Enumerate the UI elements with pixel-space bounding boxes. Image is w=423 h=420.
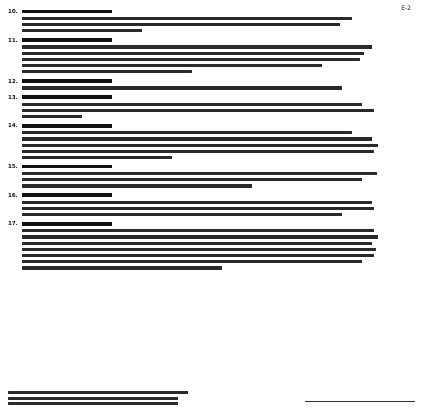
section (8, 193, 415, 219)
footer (8, 390, 415, 407)
text-line (22, 102, 415, 108)
section-title-placeholder (22, 38, 112, 45)
text-line (22, 114, 415, 120)
section-heading (8, 79, 415, 86)
text-line (22, 143, 415, 149)
section-body (22, 228, 415, 271)
section-body (22, 86, 415, 92)
text-line (22, 28, 415, 34)
section-number: 10. (8, 9, 18, 15)
text-line (22, 177, 415, 183)
section-heading (8, 95, 415, 102)
signature-row (289, 396, 415, 402)
section-body (22, 171, 415, 190)
section-number: 17. (8, 221, 18, 228)
section (8, 164, 415, 190)
section-body (22, 45, 415, 76)
text-line (22, 69, 415, 75)
footer-signature-block (225, 390, 415, 407)
footer-note (8, 390, 188, 407)
section-heading (8, 221, 415, 228)
section-number: 13. (8, 94, 18, 101)
section-title-placeholder (22, 79, 112, 86)
section-title-placeholder (22, 221, 112, 228)
section-title-placeholder (22, 9, 112, 16)
section-heading (8, 9, 415, 16)
section-title-placeholder (22, 164, 112, 171)
text-line (22, 235, 415, 241)
sections-container (8, 9, 415, 272)
section-heading (8, 38, 415, 45)
section-heading (8, 164, 415, 171)
section (8, 95, 415, 121)
section (8, 38, 415, 76)
section-heading (8, 193, 415, 200)
section-title-placeholder (22, 95, 112, 102)
footer-text-line (8, 401, 188, 407)
section-title-placeholder (22, 193, 112, 200)
section-body (22, 16, 415, 35)
section (8, 221, 415, 271)
text-line (22, 45, 415, 51)
section-number: 11. (8, 37, 18, 44)
section-title-placeholder (22, 123, 112, 130)
section-number: 14. (8, 123, 18, 130)
section-number: 12. (8, 78, 18, 85)
footer-text-line (8, 390, 188, 396)
text-line (22, 136, 415, 142)
text-line (22, 265, 415, 271)
section-number: 16. (8, 192, 18, 199)
section-body (22, 102, 415, 121)
signature-line (305, 396, 415, 402)
section (8, 79, 415, 92)
text-line (22, 212, 415, 218)
section-body (22, 130, 415, 161)
text-line (22, 184, 415, 190)
section (8, 9, 415, 35)
text-line (22, 241, 415, 247)
text-line (22, 155, 415, 161)
section (8, 123, 415, 161)
section-number: 15. (8, 164, 18, 171)
page-label: E-2 (401, 5, 411, 12)
text-line (22, 228, 415, 234)
section-heading (8, 123, 415, 130)
section-body (22, 200, 415, 219)
text-line (22, 86, 415, 92)
